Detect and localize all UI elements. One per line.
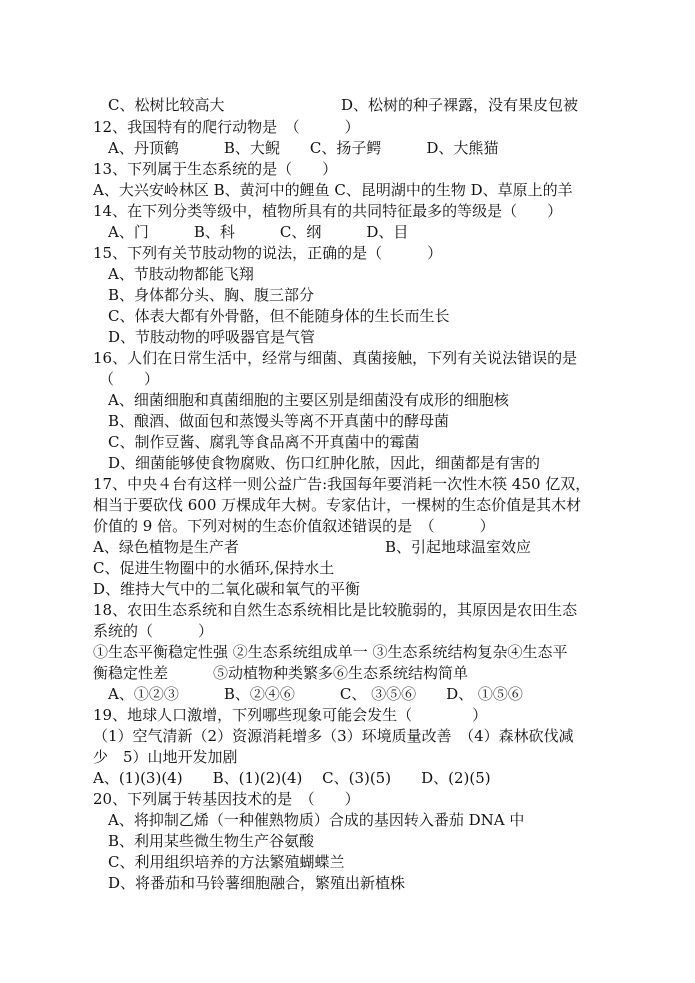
option-line-col2: B、引起地球温室效应 [385,538,532,556]
question-18: 18、农田生态系统和自然生态系统相比是比较脆弱的，其原因是农田生态 [93,601,578,619]
option-line: A、节肢动物都能飞翔 [108,265,254,283]
option-line: A、门 B、科 C、纲 D、目 [108,223,409,241]
question-17: 17、中央４台有这样一则公益广告:我国每年要消耗一次性木筷 450 亿双， [93,475,591,493]
option-line: A、细菌细胞和真菌细胞的主要区别是细菌没有成形的细胞核 [108,391,509,409]
question-12: 12、我国特有的爬行动物是 （ ） [93,118,360,136]
option-line: A、(1)(3)(4) B、(1)(2)(4) C、(3)(5) D、(2)(5) [93,769,491,787]
option-line: C、利用组织培养的方法繁殖蝴蝶兰 [108,853,345,871]
option-line: A、丹顶鹤 B、大鲵 C、扬子鳄 D、大熊猫 [108,139,499,157]
option-line: B、利用某些微生物生产谷氨酸 [108,832,315,850]
question-16: 16、人们在日常生活中，经常与细菌、真菌接触，下列有关说法错误的是 [93,349,578,367]
option-line: B、身体都分头、胸、腹三部分 [108,286,315,304]
question-17-cont: 相当于要砍伐 600 万棵成年大树。专家估计，一棵树的生态价值是其木材 [93,496,582,514]
option-line: C、制作豆酱、腐乳等食品离不开真菌中的霉菌 [108,433,420,451]
question-19-items: 少 5）山地开发加剧 [93,748,238,766]
question-19: 19、地球人口激增，下列哪些现象可能会发生（ ） [93,706,488,724]
question-16-bracket: （ ） [99,370,160,388]
option-line: A、将抑制乙烯（一种催熟物质）合成的基因转入番茄 DNA 中 [108,811,525,829]
question-13: 13、下列属于生态系统的是（ ） [93,160,338,178]
option-line: D、维持大气中的二氧化碳和氧气的平衡 [93,580,361,598]
question-14: 14、在下列分类等级中，植物所具有的共同特征最多的等级是（ ） [93,202,563,220]
option-line: B、酿酒、做面包和蒸馒头等离不开真菌中的酵母菌 [108,412,450,430]
option-line: C、体表大都有外骨骼，但不能随身体的生长而生长 [108,307,450,325]
option-line: D、节肢动物的呼吸器官是气管 [108,328,316,346]
option-line: C、松树比较高大 D、松树的种子裸露，没有果皮包被 [108,96,579,114]
question-17-cont: 价值的 9 倍。下列对树的生态价值叙述错误的是 （ ） [93,517,495,535]
option-line-col2: D、松树的种子裸露，没有果皮包被 [341,96,579,114]
option-line: A、绿色植物是生产者 B、引起地球温室效应 [93,538,532,556]
question-18-items: ①生态平衡稳定性强 ②生态系统组成单一 ③生态系统结构复杂④生态平 [93,643,568,661]
option-line: D、细菌能够使食物腐败、伤口红肿化脓，因此，细菌都是有害的 [108,454,541,472]
option-line: D、将番茄和马铃薯细胞融合，繁殖出新植株 [108,874,406,892]
option-line: A、大兴安岭林区 B、黄河中的鲤鱼 C、昆明湖中的生物 D、草原上的羊 [93,181,573,199]
question-18-items: 衡稳定性差 ⑤动植物种类繁多⑥生态系统结构简单 [93,664,469,682]
option-line: C、促进生物圈中的水循环,保持水土 [93,559,335,577]
question-20: 20、下列属于转基因技术的是 （ ） [93,790,360,808]
question-18-cont: 系统的（ ） [93,622,214,640]
question-19-items: （1）空气清新（2）资源消耗增多（3）环境质量改善 （4）森林砍伐减 [93,727,574,745]
option-line: A、①②③ B、②④⑥ C、 ③⑤⑥ D、 ①⑤⑥ [108,685,523,703]
question-15: 15、下列有关节肢动物的说法，正确的是（ ） [93,244,443,262]
